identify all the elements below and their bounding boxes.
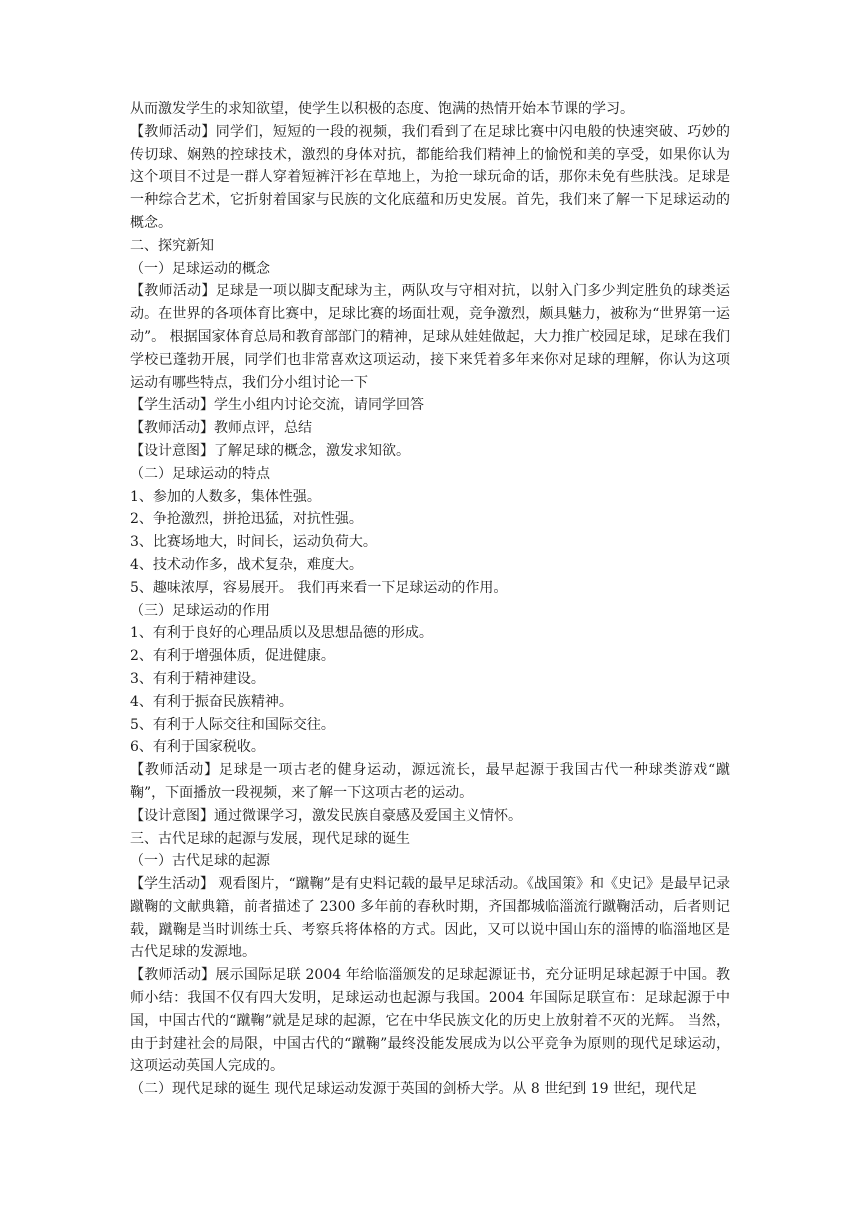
list-item: 4、技术动作多，战术复杂，难度大。 (130, 556, 363, 573)
list-item: 1、参加的人数多，集体性强。 (130, 488, 321, 505)
paragraph: 【教师活动】同学们，短短的一段的视频，我们看到了在足球比赛中闪电般的快速突破、巧妙的传切球、娴熟的控球技术，激烈的身体对抗，都能给我们精神上的愉悦和美的享受，如果你认为这个项目不过是一群人穿着短裤汗衫在草地上，为抢一球玩命的话，那你未免有些肤浅。足球是一种综合艺术，它折射着国家与民族的文化底蕴和历史发展。首先，我们来了解一下足球运动的概念。 (130, 123, 730, 231)
paragraph: 【学生活动】学生小组内讨论交流，请同学回答 (130, 397, 424, 414)
paragraph: 【教师活动】足球是一项古老的健身运动，源远流长，最早起源于我国古代一种球类游戏“蹴鞠”，下面播放一段视频，来了解一下这项古老的运动。 (130, 762, 730, 801)
list-item: 4、有利于振奋民族精神。 (130, 693, 293, 710)
list-item: 2、有利于增强体质，促进健康。 (130, 648, 335, 665)
paragraph: 【设计意图】了解足球的概念，激发求知欲。 (130, 442, 410, 459)
subsection-heading: （二）足球运动的特点 (130, 465, 270, 482)
list-item: 3、比赛场地大，时间长，运动负荷大。 (130, 534, 377, 551)
list-item: 6、有利于国家税收。 (130, 739, 265, 756)
paragraph: （二）现代足球的诞生 现代足球运动发源于英国的剑桥大学。从 8 世纪到 19 世纪，现代足 (130, 1081, 697, 1098)
list-item: 3、有利于精神建设。 (130, 670, 265, 687)
subsection-heading: （一）古代足球的起源 (130, 853, 270, 870)
paragraph: 【设计意图】通过微课学习，激发民族自豪感及爱国主义情怀。 (130, 807, 522, 824)
paragraph: 从而激发学生的求知欲望，使学生以积极的态度、饱满的热情开始本节课的学习。 (130, 101, 634, 117)
subsection-heading: （一）足球运动的概念 (130, 260, 270, 277)
section-heading: 二、探究新知 (130, 237, 214, 254)
list-item: 5、有利于人际交往和国际交往。 (130, 716, 335, 733)
paragraph: 【学生活动】 观看图片，“蹴鞠”是有史料记载的最早足球活动。《战国策》和《史记》是最早记录蹴鞠的文献典籍，前者描述了 2300 多年前的春秋时期，齐国都城临淄流行蹴鞠活动，后者则记载，蹴鞠是当时训练士兵、考察兵将体格的方式。因此，又可以说中国山东的淄博的临淄地区是古代足球的发源地。 (130, 876, 730, 961)
paragraph: 【教师活动】足球是一项以脚支配球为主，两队攻与守相对抗，以射入门多少判定胜负的球类运动。在世界的各项体育比赛中，足球比赛的场面壮观，竞争激烈，颇具魅力，被称为“世界第一运动”。 根据国家体育总局和教育部部门的精神，足球从娃娃做起，大力推广校园足球，足球在我们学校已蓬勃开展，同学们也非常喜欢这项运动，接下来凭着多年来你对足球的理解，你认为这项运动有哪些特点，我们分小组讨论一下 (130, 283, 730, 391)
paragraph: 【教师活动】教师点评，总结 (130, 420, 312, 437)
paragraph: 【教师活动】展示国际足联 2004 年给临淄颁发的足球起源证书，充分证明足球起源于中国。教师小结：我国不仅有四大发明，足球运动也起源与我国。2004 年国际足联宣布：足球起源于中国，中国古代的“蹴鞠”就是足球的起源，它在中华民族文化的历史上放射着不灭的光辉。 当然，由于封建社会的局限，中国古代的“蹴鞠”最终没能发展成为以公平竞争为原则的现代足球运动，这项运动英国人完成的。 (130, 967, 730, 1075)
list-item: 2、争抢激烈，拼抢迅猛，对抗性强。 (130, 511, 363, 528)
subsection-heading: （三）足球运动的作用 (130, 602, 270, 619)
list-item: 5、趣味浓厚，容易展开。 我们再来看一下足球运动的作用。 (130, 579, 508, 596)
document-body (130, 98, 730, 1101)
section-heading: 三、古代足球的起源与发展，现代足球的诞生 (130, 830, 410, 847)
list-item: 1、有利于良好的心理品质以及思想品德的形成。 (130, 625, 433, 642)
